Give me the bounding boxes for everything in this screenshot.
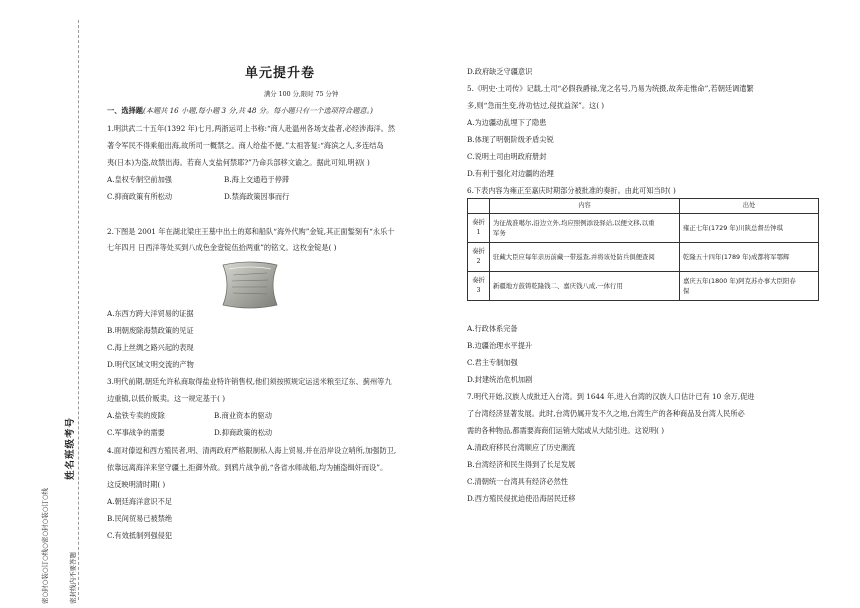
- page-subtitle: 满分 100 分,限时 75 分钟: [264, 91, 339, 98]
- q7-stem-line: 7.明代开始,汉族人成批迁入台湾。到 1644 年,进入台湾的汉族人口估计已有 10 余万,促进: [467, 392, 755, 401]
- q6-memorial-table: [467, 198, 819, 301]
- row-content-text: 军务: [493, 229, 506, 237]
- q5-option-d[interactable]: D.有利于强化对边疆的治理: [467, 169, 554, 178]
- binding-margin: [0, 0, 110, 608]
- q1-option-c[interactable]: C.抑商政策有所松动: [107, 192, 173, 201]
- table-row: [468, 214, 819, 243]
- q3-stem-line: 3.明代前期,朝廷允许私商取得盐业特许销售权,他们须按照规定运送米粮至辽东、蓟州等九: [107, 377, 392, 386]
- q1-option-b[interactable]: B.海上交通趋于停滞: [224, 175, 290, 184]
- q4-option-a[interactable]: A.朝廷海洋意识不足: [107, 497, 172, 506]
- q3-option-a[interactable]: A.盐铁专卖的废除: [107, 411, 165, 420]
- row-name: [468, 214, 490, 243]
- q2-option-c[interactable]: C.海上丝绸之路兴起的表现: [107, 343, 194, 352]
- row-name-text: 奏折: [472, 277, 485, 284]
- q2-option-d[interactable]: D.明代区域文明交流的产物: [107, 360, 194, 369]
- binding-dashed-line: [78, 20, 79, 600]
- table-header-cell: [468, 199, 490, 214]
- q2-option-b[interactable]: B.明朝废除海禁政策的见证: [107, 326, 194, 335]
- row-source: [680, 272, 819, 301]
- q7-stem-line: 需的各种物品,都需要海商们运销大陆或从大陆引进。这说明( ): [467, 426, 665, 435]
- table-header-cell: 内容: [490, 199, 680, 214]
- q2-stem-line: 2.下图是 2001 年在湖北梁庄王墓中出土的郑和船队“海外代购”金锭,其正面錾刻有“永乐十: [107, 227, 395, 236]
- q2-option-a[interactable]: A.东西方跨大洋贸易的证据: [107, 309, 194, 318]
- q4-option-c[interactable]: C.有效抵制列强侵犯: [107, 531, 173, 540]
- q1-option-a[interactable]: A.皇权专制空前加强: [107, 175, 172, 184]
- row-content: [490, 214, 680, 243]
- row-source-text: 嘉庆五年(1800 年)阿克苏办事大臣阳春: [683, 277, 796, 285]
- q4-stem-line: 依靠远离海洋来坚守疆土,拒御外敌。到鸦片战争前,“各省水师战船,均为捕盗缉奸而设”。: [107, 463, 388, 472]
- q4-stem-line: 4.面对傣逗和西方殖民者,明、清两政府严格限制私人海上贸易,并在沿岸设立哨所,加强防卫,: [107, 446, 397, 455]
- q7-option-a[interactable]: A.清政府移民台湾顺应了历史潮流: [467, 443, 576, 452]
- q5-option-c[interactable]: C.说明土司由明政府册封: [467, 152, 547, 161]
- table-header-row: [468, 199, 819, 214]
- q6-stem: 6.下表内容为雍正至嘉庆时期部分被批准的奏折。由此可知当时( ): [467, 186, 676, 195]
- page-title: 单元提升卷: [245, 66, 316, 81]
- q5-stem-line: 5.《明史·土司传》记载,土司“必假我爵禄,宠之名号,乃易为统摄,故奔走惟命”,若朝廷调遣繁: [467, 84, 754, 93]
- row-content-text: 为征战准噶尔,沿边立外,均应照例添设驿站,以便文移,以重: [493, 219, 655, 227]
- q3-stem-line: 边重镇,以低价贩卖。这一规定基于( ): [107, 394, 225, 403]
- q6-option-a[interactable]: A.行政体系完备: [467, 324, 518, 333]
- row-name-text: 奏折: [472, 248, 485, 255]
- section-title: 一、选择题: [107, 106, 143, 115]
- row-content: 驻藏大臣应每年亲历前藏一带巡查,并将该处防兵俱便查阅: [490, 243, 680, 272]
- section-heading: [107, 103, 373, 120]
- q5-option-a[interactable]: A.为边疆动乱埋下了隐患: [467, 118, 547, 127]
- q5-stem-line: 多,则“急而生变,待功怙过,侵扰益深”。这( ): [467, 101, 605, 110]
- row-name-number: 1: [476, 229, 481, 236]
- q3-option-b[interactable]: B.商业资本的驱动: [214, 411, 272, 420]
- q1-option-d[interactable]: D.禁海政策因事而行: [224, 192, 290, 201]
- row-name-number: 3: [476, 287, 481, 294]
- row-name-number: 2: [476, 258, 481, 265]
- q3-option-d[interactable]: D.抑商政策的松动: [214, 428, 273, 437]
- q4-option-b[interactable]: B.民间贸易已被禁绝: [107, 514, 173, 523]
- q1-stem-line: 夷(日本)为盗,故禁出海。若商人支盐何禁耶?”乃命兵部移文谕之。据此可知,明初( ): [107, 158, 370, 167]
- q5-option-b[interactable]: B.体现了明朝阶级矛盾尖锐: [467, 135, 554, 144]
- q6-option-d[interactable]: D.封建统治危机加剧: [467, 375, 533, 384]
- binding-warning: 密封线内不要答题: [69, 552, 77, 604]
- q1-stem-line: 著令军民不得乘船出海,故所司一概禁之。商人给盐不便。”太祖答复:“海滨之人,多连结岛: [107, 141, 384, 150]
- table-row: [468, 272, 819, 301]
- row-content: 新疆地方鼓铸乾隆钱二、嘉庆钱八成,一体行用: [490, 272, 680, 301]
- q7-option-d[interactable]: D.西方殖民侵扰迫使沿海居民迁移: [467, 494, 576, 503]
- binding-student-info: 姓名班级考号: [65, 416, 76, 480]
- q1-stem-line: 1.明洪武二十五年(1392 年)七月,两浙运司上书称:“商人赴温州各场支盐者,必经涉海洋。然: [107, 124, 396, 133]
- row-name: [468, 243, 490, 272]
- binding-seal-line: 密○封○装○订○线○密○封○装○订○线: [41, 487, 49, 604]
- q7-option-c[interactable]: C.清朝统一台湾具有经济必然性: [467, 477, 568, 486]
- section-note: (本题共 16 小题,每小题 3 分,共 48 分。每小题只有一个选项符合题意。): [142, 106, 373, 115]
- q4-stem-line: 这反映明清时期( ): [107, 480, 166, 489]
- table-row: [468, 243, 819, 272]
- row-source: 乾隆五十四年(1789 年)成都将军鄂辉: [680, 243, 819, 272]
- q7-option-b[interactable]: B.台湾经济和民生得到了长足发展: [467, 460, 576, 469]
- q7-stem-line: 了台湾经济显著发展。此时,台湾仍属开发不久之地,台湾生产的各种商品及台湾人民所必: [467, 409, 745, 418]
- q6-option-b[interactable]: B.边疆治理水平提升: [467, 341, 533, 350]
- q3-option-c[interactable]: C.军事战争的需要: [107, 428, 165, 437]
- row-name-text: 奏折: [472, 219, 485, 226]
- q4-option-d[interactable]: D.政府缺乏守疆意识: [467, 67, 533, 76]
- row-source-text: 保: [683, 287, 690, 295]
- row-source: 雍正七年(1729 年)川陕总督岳钟琪: [680, 214, 819, 243]
- q6-option-c[interactable]: C.君主专制加强: [467, 358, 518, 367]
- row-name: [468, 272, 490, 301]
- table-header-cell: 出处: [680, 199, 819, 214]
- gold-ingot-image: [217, 257, 283, 313]
- q2-stem-line: 七年四月 日西洋等处买到八成色金壹锭伍拾两重”的铭文。这枚金锭是( ): [107, 243, 337, 252]
